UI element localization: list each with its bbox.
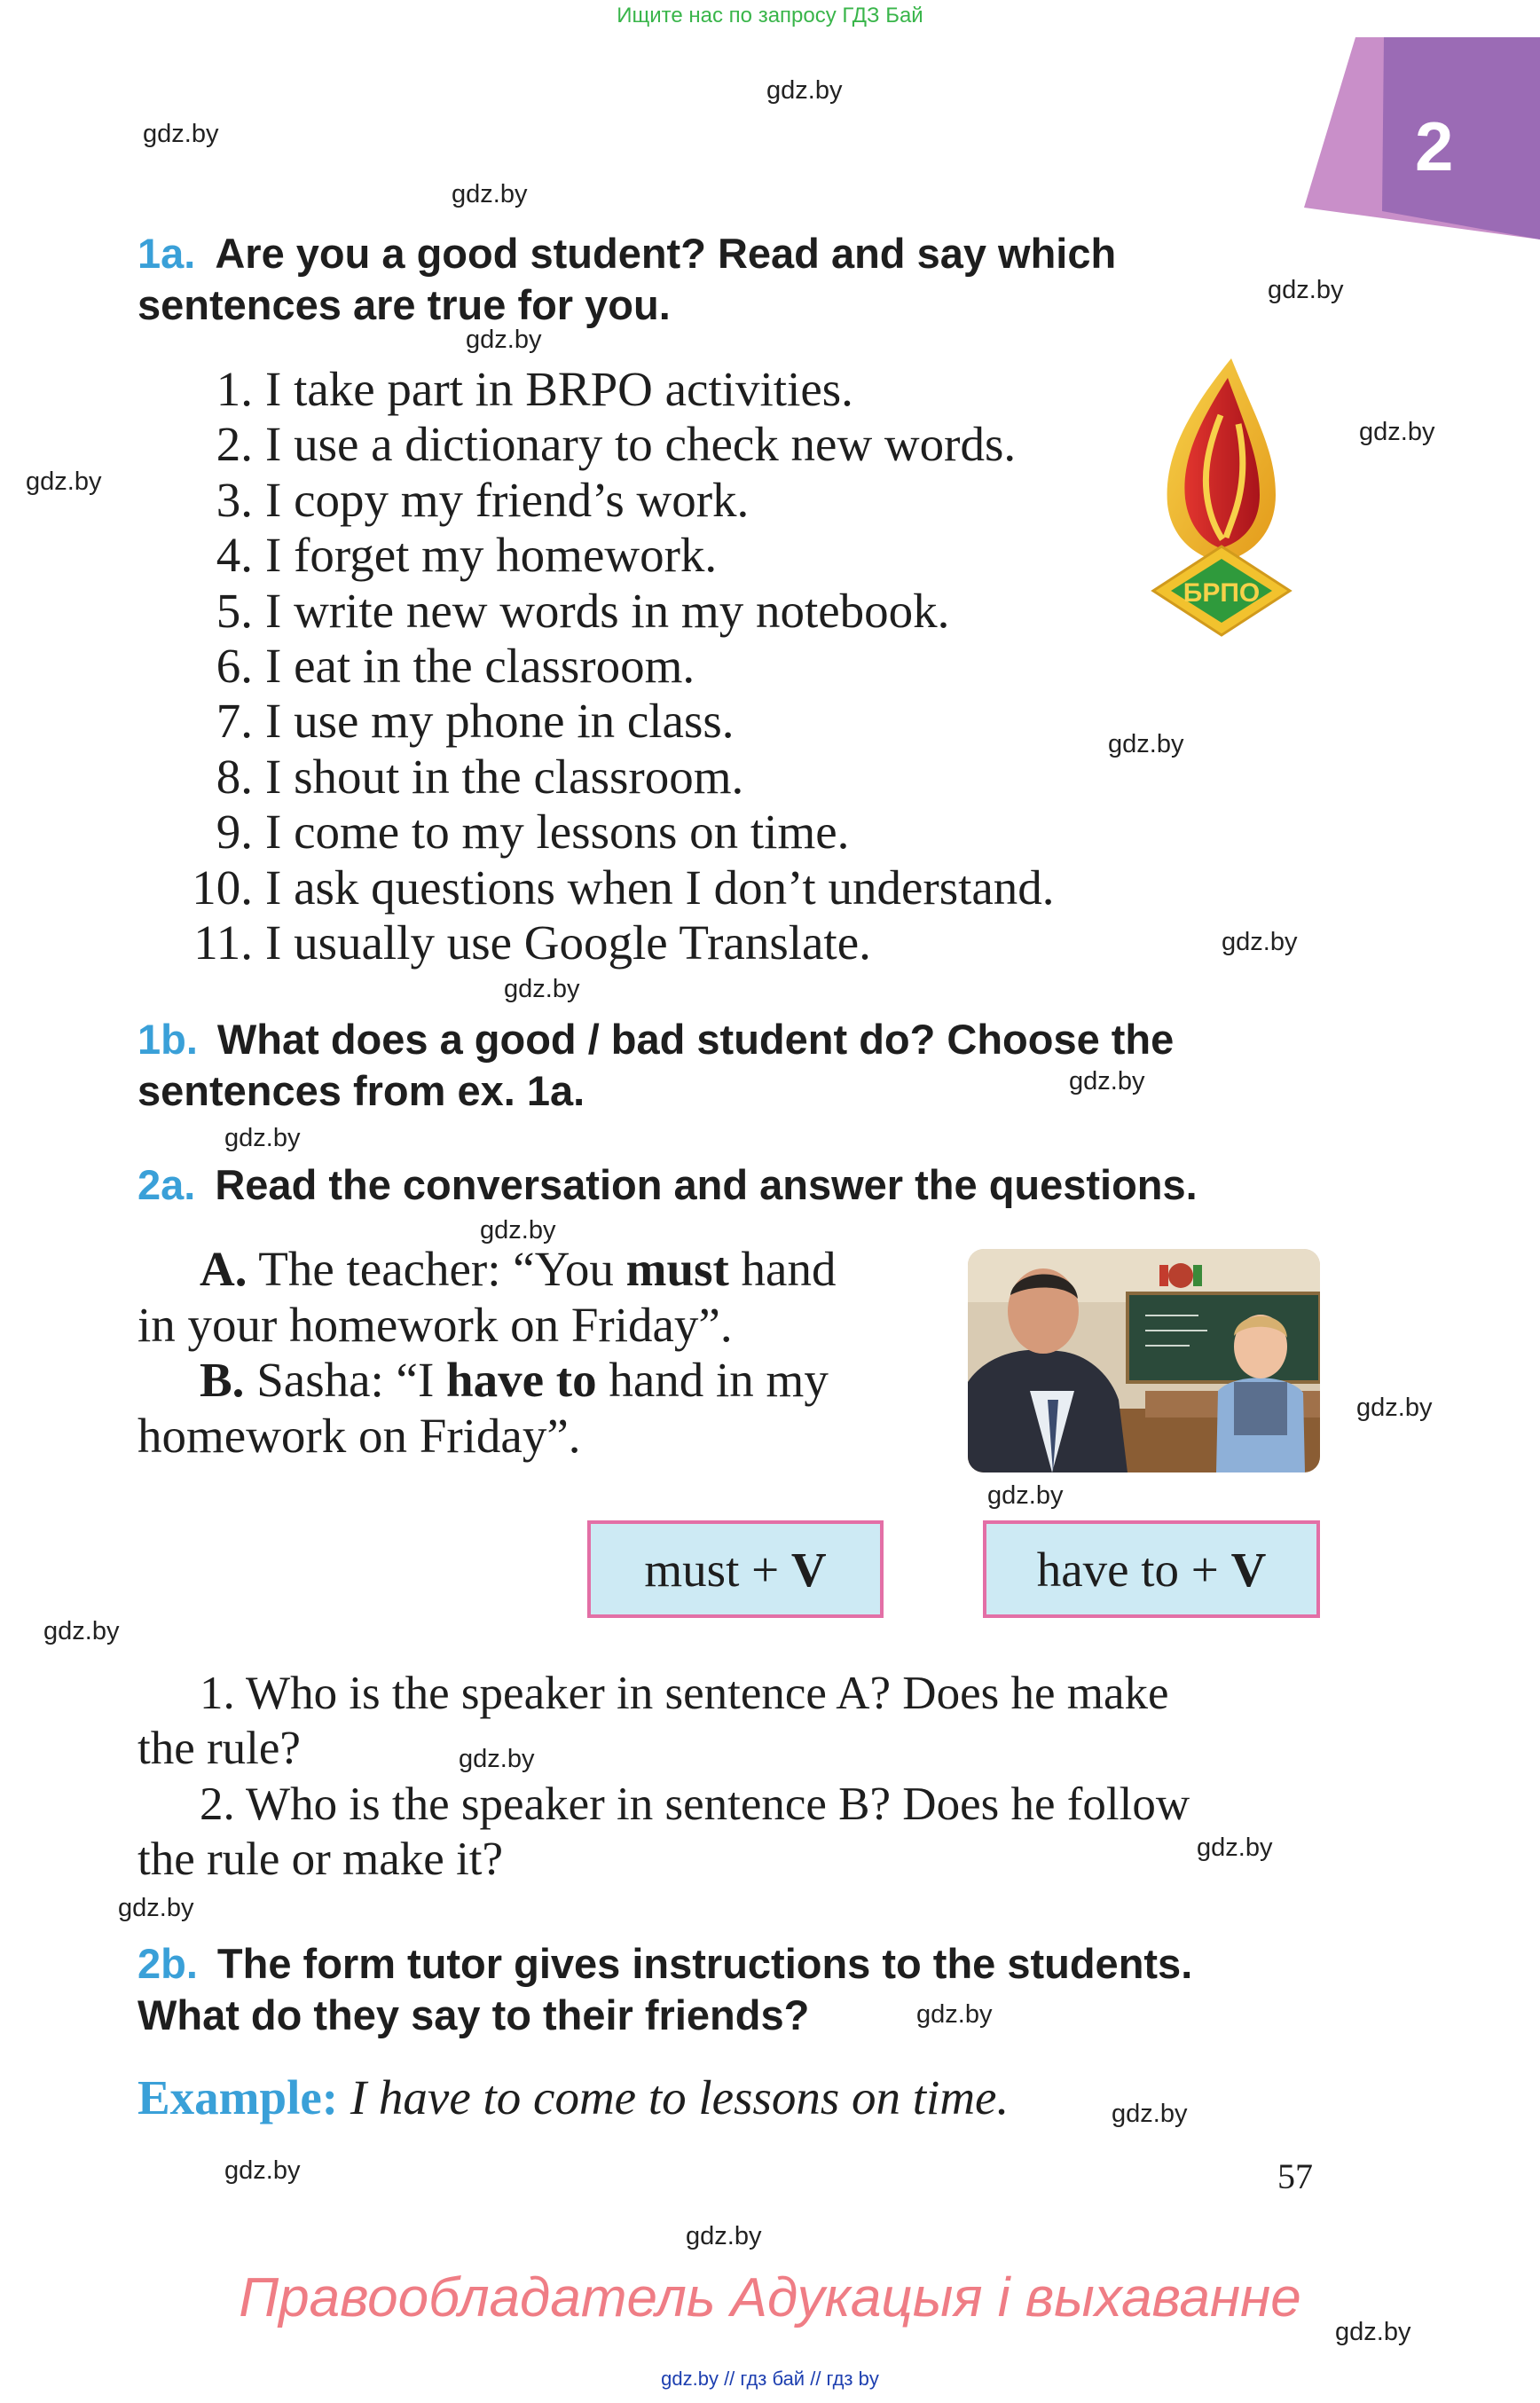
exercise-number: 1b.: [138, 1016, 198, 1063]
watermark: gdz.by: [26, 467, 102, 496]
sentence-list: [164, 362, 1055, 970]
watermark: gdz.by: [1069, 1067, 1145, 1095]
sentence-label: B.: [200, 1353, 245, 1407]
question-text: the rule or make it?: [138, 1834, 504, 1885]
heading-line: What does a good / bad student do? Choose the: [216, 1016, 1175, 1063]
item-text: I ask questions when I don’t understand.: [265, 860, 1055, 915]
unit-number: 2: [1415, 107, 1454, 185]
exercise-1b-heading: [138, 1014, 1317, 1117]
watermark: gdz.by: [452, 180, 528, 208]
watermark: gdz.by: [1112, 2100, 1188, 2128]
item-number: 2.: [216, 417, 253, 472]
modal-verb: have to: [446, 1353, 597, 1407]
list-item: [164, 915, 1055, 970]
item-text: I take part in BRPO activities.: [265, 362, 853, 416]
watermark: gdz.by: [1268, 276, 1344, 304]
list-item: [164, 584, 1055, 639]
question-text: the rule?: [138, 1723, 301, 1774]
unit-tab: [1304, 37, 1540, 259]
list-item: [164, 860, 1055, 915]
list-item: [164, 694, 1055, 749]
item-text: I come to my lessons on time.: [265, 805, 850, 860]
modal-verb: must: [625, 1242, 729, 1296]
heading-line: sentences from ex. 1a.: [138, 1067, 585, 1114]
item-number: 5.: [216, 583, 253, 638]
list-item: [164, 639, 1055, 694]
watermark: gdz.by: [466, 326, 542, 354]
question-1: [138, 1666, 1319, 1776]
grammar-box-must: [587, 1520, 884, 1618]
sentence-text: in your homework on Friday”.: [138, 1297, 733, 1352]
exercise-number: 2a.: [138, 1161, 196, 1208]
heading-line: Are you a good student? Read and say which: [215, 230, 1117, 277]
list-item: [164, 528, 1055, 583]
copyright-notice: Правообладатель Адукацыя і выхаванне: [239, 2267, 1301, 2328]
item-text: I write new words in my notebook.: [265, 583, 950, 638]
question-2: [138, 1777, 1319, 1887]
item-text: I shout in the classroom.: [265, 749, 744, 804]
box-verb: V: [790, 1542, 827, 1597]
heading-line: sentences are true for you.: [138, 281, 671, 328]
exercise-number: 2b.: [138, 1940, 198, 1987]
list-item: [164, 473, 1055, 528]
watermark: gdz.by: [1222, 928, 1298, 956]
conversation: [138, 1242, 936, 1464]
item-text: I eat in the classroom.: [265, 639, 695, 694]
sentence-text: hand: [741, 1242, 837, 1296]
badge-text: БРПО: [1182, 578, 1261, 608]
heading-line: Read the conversation and answer the questions.: [215, 1161, 1198, 1208]
list-item: [164, 417, 1055, 472]
watermark: gdz.by: [1335, 2318, 1411, 2346]
watermark: gdz.by: [118, 1894, 194, 1922]
watermark: gdz.by: [224, 1124, 301, 1152]
sentence-text: The teacher: “You: [258, 1242, 614, 1296]
item-number: 10.: [192, 860, 253, 915]
heading-line: The form tutor gives instructions to the students.: [216, 1940, 1193, 1987]
box-text: have to +: [1036, 1542, 1219, 1597]
exercise-2a-heading: [138, 1159, 1317, 1211]
watermark: gdz.by: [1359, 418, 1435, 446]
watermark: gdz.by: [1108, 730, 1184, 758]
watermark: gdz.by: [1197, 1834, 1273, 1862]
item-text: I copy my friend’s work.: [265, 472, 750, 527]
watermark: gdz.by: [143, 120, 219, 148]
sentence-label: A.: [200, 1242, 248, 1296]
sentence-text: homework on Friday”.: [138, 1408, 581, 1463]
example: [138, 2069, 1009, 2125]
watermark: gdz.by: [1356, 1394, 1433, 1422]
example-text: I have to come to lessons on time.: [350, 2070, 1010, 2124]
item-text: I forget my homework.: [265, 528, 718, 583]
item-number: 6.: [216, 639, 253, 694]
footer-links: gdz.by // гдз бай // гдз by: [661, 2368, 879, 2390]
list-item: [164, 750, 1055, 805]
watermark: gdz.by: [224, 2156, 301, 2185]
box-verb: V: [1230, 1542, 1267, 1597]
top-banner: Ищите нас по запросу ГДЗ Бай: [617, 4, 923, 27]
watermark: gdz.by: [686, 2222, 762, 2250]
watermark: gdz.by: [766, 76, 843, 105]
watermark: gdz.by: [480, 1216, 556, 1245]
exercise-2b-heading: [138, 1938, 1317, 2041]
list-item: [164, 362, 1055, 417]
example-label: Example:: [138, 2070, 339, 2124]
heading-line: What do they say to their friends?: [138, 1991, 810, 2038]
grammar-box-have-to: [983, 1520, 1320, 1618]
classroom-photo: [968, 1249, 1320, 1472]
item-text: I usually use Google Translate.: [265, 915, 871, 970]
sentence-a: [138, 1242, 936, 1298]
item-number: 11.: [193, 915, 253, 970]
page-number: 57: [1277, 2156, 1313, 2196]
item-text: I use a dictionary to check new words.: [265, 417, 1017, 472]
watermark: gdz.by: [459, 1745, 535, 1773]
list-item: [164, 805, 1055, 860]
item-number: 3.: [216, 472, 253, 527]
item-number: 7.: [216, 694, 253, 749]
sentence-text: Sasha: “I: [256, 1353, 435, 1407]
item-number: 1.: [216, 362, 253, 416]
watermark: gdz.by: [987, 1481, 1064, 1510]
question-text: 1. Who is the speaker in sentence A? Does he make: [200, 1668, 1169, 1719]
exercise-1a-heading: [138, 228, 1317, 331]
box-text: must +: [644, 1542, 780, 1597]
watermark: gdz.by: [43, 1617, 120, 1645]
sentence-text: hand in my: [609, 1353, 829, 1407]
exercise-number: 1a.: [138, 230, 196, 277]
watermark: gdz.by: [916, 2000, 993, 2029]
item-number: 4.: [216, 528, 253, 583]
item-text: I use my phone in class.: [265, 694, 735, 749]
question-text: 2. Who is the speaker in sentence B? Does he follow: [200, 1779, 1190, 1830]
brpo-badge-icon: [1150, 353, 1293, 639]
item-number: 8.: [216, 749, 253, 804]
item-number: 9.: [216, 805, 253, 860]
watermark: gdz.by: [504, 975, 580, 1003]
sentence-b: [138, 1353, 936, 1409]
